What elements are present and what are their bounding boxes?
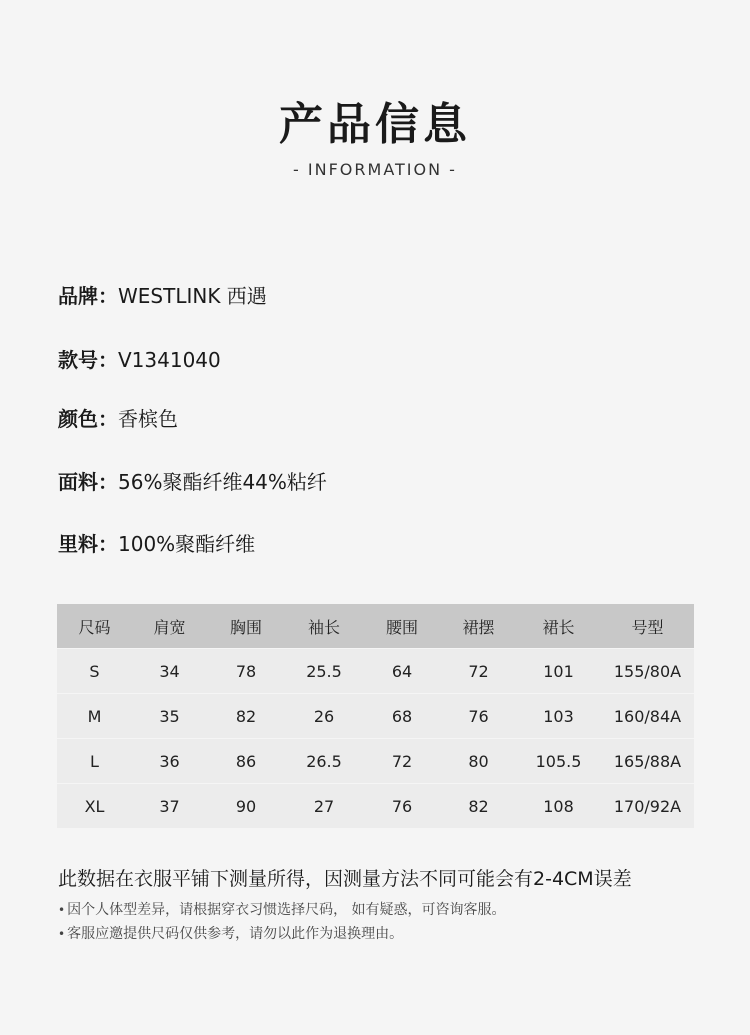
table-cell: 86: [207, 739, 285, 784]
table-cell: 68: [363, 694, 441, 739]
table-cell: 160/84A: [601, 694, 694, 739]
bullet-note: [58, 923, 403, 943]
table-cell: 35: [132, 694, 207, 739]
table-cell: 82: [441, 784, 516, 829]
table-cell: 27: [285, 784, 363, 829]
table-cell: 170/92A: [601, 784, 694, 829]
column-header: 肩宽: [132, 604, 207, 649]
table-cell: S: [57, 649, 132, 694]
column-header: 尺码: [57, 604, 132, 649]
table-cell: 108: [516, 784, 601, 829]
column-header: 裙摆: [441, 604, 516, 649]
column-header: 腰围: [363, 604, 441, 649]
table-cell: 80: [441, 739, 516, 784]
table-row: [57, 694, 694, 739]
table-cell: 76: [441, 694, 516, 739]
table-cell: 37: [132, 784, 207, 829]
column-header: 裙长: [516, 604, 601, 649]
info-label: 面料：: [58, 470, 118, 494]
info-label: 里料：: [58, 532, 118, 556]
table-cell: 26.5: [285, 739, 363, 784]
table-cell: 82: [207, 694, 285, 739]
info-value: 香槟色: [118, 407, 178, 431]
table-cell: 101: [516, 649, 601, 694]
table-cell: 165/88A: [601, 739, 694, 784]
table-cell: L: [57, 739, 132, 784]
bullet-note: [58, 899, 506, 919]
column-header: 号型: [601, 604, 694, 649]
size-table: [57, 604, 694, 828]
bullet-icon: •: [58, 927, 66, 941]
info-label: 品牌：: [58, 284, 118, 308]
table-cell: 78: [207, 649, 285, 694]
column-header: 袖长: [285, 604, 363, 649]
info-fabric: [58, 466, 327, 495]
column-header: 胸围: [207, 604, 285, 649]
table-row: [57, 739, 694, 784]
info-value: WESTLINK 西遇: [118, 284, 267, 308]
info-label: 颜色：: [58, 407, 118, 431]
table-cell: 25.5: [285, 649, 363, 694]
info-lining: [58, 528, 255, 557]
info-value: V1341040: [118, 348, 221, 372]
table-cell: 72: [363, 739, 441, 784]
table-cell: XL: [57, 784, 132, 829]
info-style-number: [58, 344, 221, 373]
table-cell: 103: [516, 694, 601, 739]
table-header-row: [57, 604, 694, 649]
table-cell: 26: [285, 694, 363, 739]
table-cell: 34: [132, 649, 207, 694]
table-cell: 72: [441, 649, 516, 694]
table-cell: 105.5: [516, 739, 601, 784]
info-color: [58, 403, 178, 432]
bullet-text: 因个人体型差异，请根据穿衣习惯选择尺码， 如有疑惑，可咨询客服。: [67, 902, 506, 918]
table-cell: 90: [207, 784, 285, 829]
info-value: 56%聚酯纤维44%粘纤: [118, 470, 327, 494]
info-label: 款号：: [58, 348, 118, 372]
table-cell: M: [57, 694, 132, 739]
table-cell: 64: [363, 649, 441, 694]
bullet-text: 客服应邀提供尺码仅供参考，请勿以此作为退换理由。: [67, 926, 404, 942]
bullet-icon: •: [58, 903, 66, 917]
page-subtitle: - INFORMATION -: [293, 160, 457, 179]
table-row: [57, 784, 694, 829]
page-title: 产品信息: [279, 99, 471, 150]
measurement-note: 此数据在衣服平铺下测量所得，因测量方法不同可能会有2-4CM误差: [58, 868, 632, 890]
table-cell: 76: [363, 784, 441, 829]
info-brand: [58, 280, 267, 309]
table-cell: 36: [132, 739, 207, 784]
info-value: 100%聚酯纤维: [118, 532, 256, 556]
table-cell: 155/80A: [601, 649, 694, 694]
table-row: [57, 649, 694, 694]
